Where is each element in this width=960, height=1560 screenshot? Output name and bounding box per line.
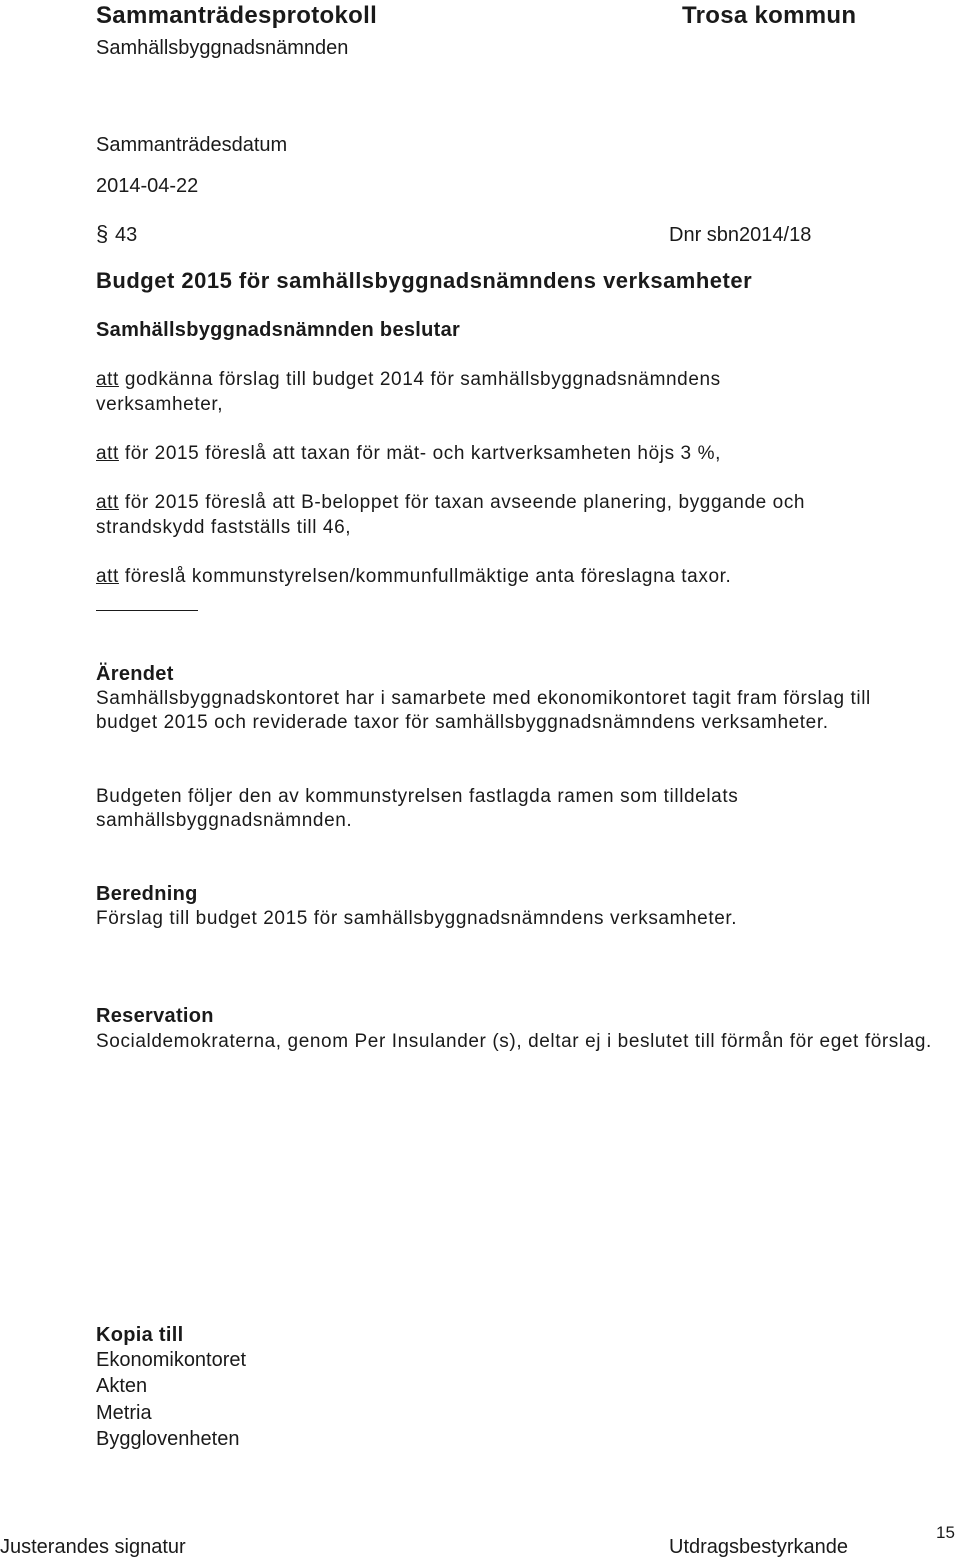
arendet-heading: Ärendet bbox=[96, 663, 174, 685]
document-type: Sammanträdesprotokoll bbox=[96, 2, 378, 29]
case-number: 43 bbox=[115, 224, 138, 246]
decision-item-2 bbox=[96, 443, 721, 465]
beredning-text: Förslag till budget 2015 för samhällsbyggnadsnämndens verksamheter. bbox=[96, 908, 738, 929]
decision-item-1 bbox=[96, 369, 721, 391]
meeting-date: 2014-04-22 bbox=[96, 175, 199, 197]
decision-item-text: för 2015 föreslå att B-beloppet för taxan avseende planering, byggande och bbox=[118, 492, 806, 513]
att-keyword: att bbox=[96, 443, 119, 464]
att-keyword: att bbox=[96, 369, 119, 390]
arendet-paragraph-2: Budgeten följer den av kommunstyrelsen fastlagda ramen som tilldelats samhällsbyggnadsnämnden. bbox=[96, 786, 739, 831]
case-title: Budget 2015 för samhällsbyggnadsnämndens verksamheter bbox=[96, 268, 753, 293]
footer-signature-label: Justerandes signatur bbox=[0, 1536, 186, 1558]
beredning-heading: Beredning bbox=[96, 883, 198, 905]
copy-to-heading: Kopia till bbox=[96, 1324, 184, 1346]
section-divider bbox=[96, 610, 198, 611]
decision-item-1-cont: verksamheter, bbox=[96, 394, 224, 415]
case-dnr: Dnr sbn2014/18 bbox=[669, 224, 812, 246]
copy-recipient: Ekonomikontoret bbox=[96, 1349, 247, 1371]
decision-item-text: föreslå kommunstyrelsen/kommunfullmäktige anta föreslagna taxor. bbox=[118, 566, 732, 587]
decision-item-3 bbox=[96, 492, 805, 514]
att-keyword: att bbox=[96, 566, 119, 587]
footer-certification-label: Utdragsbestyrkande bbox=[669, 1536, 848, 1558]
paragraph-symbol: § bbox=[96, 221, 109, 246]
meeting-date-label: Sammanträdesdatum bbox=[96, 134, 288, 156]
decision-item-text: för 2015 föreslå att taxan för mät- och kartverksamheten höjs 3 %, bbox=[118, 443, 721, 464]
committee-name: Samhällsbyggnadsnämnden bbox=[96, 37, 349, 59]
reservation-heading: Reservation bbox=[96, 1005, 214, 1027]
decision-item-3-cont: strandskydd fastställs till 46, bbox=[96, 517, 352, 538]
decision-heading: Samhällsbyggnadsnämnden beslutar bbox=[96, 319, 461, 341]
decision-item-text: godkänna förslag till budget 2014 för samhällsbyggnadsnämndens bbox=[118, 369, 721, 390]
copy-recipient: Akten bbox=[96, 1375, 148, 1397]
copy-recipient: Bygglovenheten bbox=[96, 1428, 240, 1450]
copy-recipient: Metria bbox=[96, 1402, 152, 1424]
page-number: 15 bbox=[936, 1523, 955, 1542]
arendet-paragraph-1: Samhällsbyggnadskontoret har i samarbete med ekonomikontoret tagit fram förslag till budget 2015 och reviderade taxor för samhällsbyggnadsnämndens verksamheter. bbox=[96, 688, 871, 733]
decision-item-4 bbox=[96, 566, 731, 588]
att-keyword: att bbox=[96, 492, 119, 513]
organization-name: Trosa kommun bbox=[682, 2, 857, 29]
reservation-text: Socialdemokraterna, genom Per Insulander (s), deltar ej i beslutet till förmån för eget förslag. bbox=[96, 1031, 932, 1052]
